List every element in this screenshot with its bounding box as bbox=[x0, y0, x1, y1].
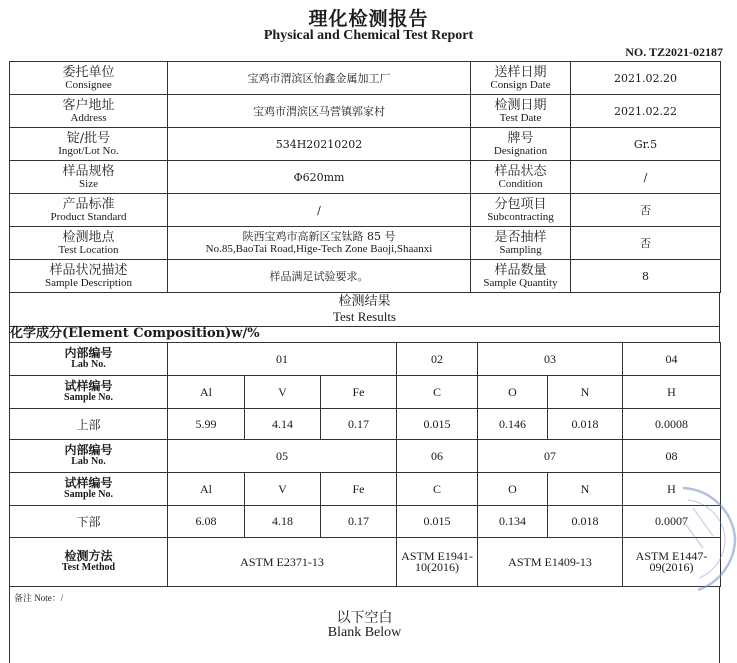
sample-desc-value: 样品满足试验要求。 bbox=[168, 260, 471, 293]
report-title-en: Physical and Chemical Test Report bbox=[263, 28, 474, 43]
row-address bbox=[10, 95, 721, 128]
value-v: 4.18 bbox=[245, 506, 321, 538]
sampling-label: 是否抽样 Sampling bbox=[471, 227, 571, 260]
value-al: 5.99 bbox=[168, 409, 245, 440]
row-location bbox=[10, 227, 721, 260]
blank-below-en: Blank Below bbox=[327, 625, 402, 640]
row-label-lower: 下部 bbox=[10, 506, 168, 538]
value-n: 0.018 bbox=[548, 506, 623, 538]
value-v: 4.14 bbox=[245, 409, 321, 440]
element-fe: Fe bbox=[321, 376, 397, 409]
element-h: H bbox=[623, 376, 721, 409]
consign-date-label: 送样日期 Consign Date bbox=[471, 62, 571, 95]
row-size bbox=[10, 161, 721, 194]
size-label: 样品规格 Size bbox=[10, 161, 168, 194]
method-e1409: ASTM E1409-13 bbox=[478, 538, 623, 587]
row-consignee bbox=[10, 62, 721, 95]
method-e1447: ASTM E1447-09(2016) bbox=[623, 538, 721, 587]
designation-value: Gr.5 bbox=[571, 128, 721, 161]
element-row-2 bbox=[10, 473, 721, 506]
consignee-value: 宝鸡市渭滨区怡鑫金属加工厂 bbox=[168, 62, 471, 95]
value-al: 6.08 bbox=[168, 506, 245, 538]
element-h: H bbox=[623, 473, 721, 506]
element-al: Al bbox=[168, 473, 245, 506]
consign-date-value: 2021.02.20 bbox=[571, 62, 721, 95]
sample-no-label: 试样编号 Sample No. bbox=[10, 473, 168, 506]
value-o: 0.134 bbox=[478, 506, 548, 538]
element-c: C bbox=[397, 473, 478, 506]
method-row bbox=[10, 538, 721, 587]
method-e1941: ASTM E1941-10(2016) bbox=[397, 538, 478, 587]
value-fe: 0.17 bbox=[321, 409, 397, 440]
element-al: Al bbox=[168, 376, 245, 409]
condition-value: / bbox=[571, 161, 721, 194]
value-fe: 0.17 bbox=[321, 506, 397, 538]
element-o: O bbox=[478, 473, 548, 506]
row-label-upper: 上部 bbox=[10, 409, 168, 440]
test-date-label: 检测日期 Test Date bbox=[471, 95, 571, 128]
lab-no-cell: 05 bbox=[168, 440, 397, 473]
value-row-upper bbox=[10, 409, 721, 440]
lab-no-cell: 02 bbox=[397, 343, 478, 376]
subcontract-label: 分包项目 Subcontracting bbox=[471, 194, 571, 227]
standard-value: / bbox=[168, 194, 471, 227]
test-date-value: 2021.02.22 bbox=[571, 95, 721, 128]
sample-info-table bbox=[9, 61, 721, 293]
designation-label: 牌号 Designation bbox=[471, 128, 571, 161]
value-h: 0.0007 bbox=[623, 506, 721, 538]
lab-no-cell: 06 bbox=[397, 440, 478, 473]
element-row-1 bbox=[10, 376, 721, 409]
quantity-label: 样品数量 Sample Quantity bbox=[471, 260, 571, 293]
element-fe: Fe bbox=[321, 473, 397, 506]
test-method-label: 检测方法 Test Method bbox=[10, 538, 168, 587]
lot-label: 锭/批号 Ingot/Lot No. bbox=[10, 128, 168, 161]
location-label: 检测地点 Test Location bbox=[10, 227, 168, 260]
sample-desc-label: 样品状况描述 Sample Description bbox=[10, 260, 168, 293]
composition-table bbox=[9, 342, 721, 587]
row-standard bbox=[10, 194, 721, 227]
row-lot bbox=[10, 128, 721, 161]
lab-row-2 bbox=[10, 440, 721, 473]
quantity-value: 8 bbox=[571, 260, 721, 293]
row-sample-desc bbox=[10, 260, 721, 293]
value-row-lower bbox=[10, 506, 721, 538]
lot-value: 534H20210202 bbox=[168, 128, 471, 161]
value-c: 0.015 bbox=[397, 409, 478, 440]
condition-label: 样品状态 Condition bbox=[471, 161, 571, 194]
lab-no-label: 内部编号 Lab No. bbox=[10, 343, 168, 376]
sample-no-label: 试样编号 Sample No. bbox=[10, 376, 168, 409]
value-o: 0.146 bbox=[478, 409, 548, 440]
report-number: NO. TZ2021-02187 bbox=[625, 45, 723, 59]
lab-no-cell: 07 bbox=[478, 440, 623, 473]
element-n: N bbox=[548, 473, 623, 506]
standard-label: 产品标准 Product Standard bbox=[10, 194, 168, 227]
method-e2371: ASTM E2371-13 bbox=[168, 538, 397, 587]
address-label: 客户地址 Address bbox=[10, 95, 168, 128]
lab-no-cell: 03 bbox=[478, 343, 623, 376]
element-n: N bbox=[548, 376, 623, 409]
element-c: C bbox=[397, 376, 478, 409]
value-c: 0.015 bbox=[397, 506, 478, 538]
location-value: 陕西宝鸡市高新区宝钛路 85 号 No.85,BaoTai Road,Hige-Tech Zone Baoji,Shaanxi bbox=[168, 227, 471, 260]
sampling-value: 否 bbox=[571, 227, 721, 260]
address-value: 宝鸡市渭滨区马营镇郭家村 bbox=[168, 95, 471, 128]
element-o: O bbox=[478, 376, 548, 409]
composition-title: 化学成分(Element Composition)w/% bbox=[9, 326, 720, 342]
lab-no-cell: 08 bbox=[623, 440, 721, 473]
element-v: V bbox=[245, 473, 321, 506]
note-text: 备注 Note：/ bbox=[14, 593, 64, 603]
lab-no-label: 内部编号 Lab No. bbox=[10, 440, 168, 473]
size-value: Φ620mm bbox=[168, 161, 471, 194]
test-results-heading: 检测结果 Test Results bbox=[9, 293, 720, 327]
lab-no-cell: 04 bbox=[623, 343, 721, 376]
value-h: 0.0008 bbox=[623, 409, 721, 440]
footer-section bbox=[9, 587, 720, 663]
lab-row-1 bbox=[10, 343, 721, 376]
subcontract-value: 否 bbox=[571, 194, 721, 227]
lab-no-cell: 01 bbox=[168, 343, 397, 376]
value-n: 0.018 bbox=[548, 409, 623, 440]
consignee-label: 委托单位 Consignee bbox=[10, 62, 168, 95]
element-v: V bbox=[245, 376, 321, 409]
report-title-cn: 理化检测报告 bbox=[308, 8, 429, 30]
blank-below-cn: 以下空白 bbox=[336, 610, 393, 626]
